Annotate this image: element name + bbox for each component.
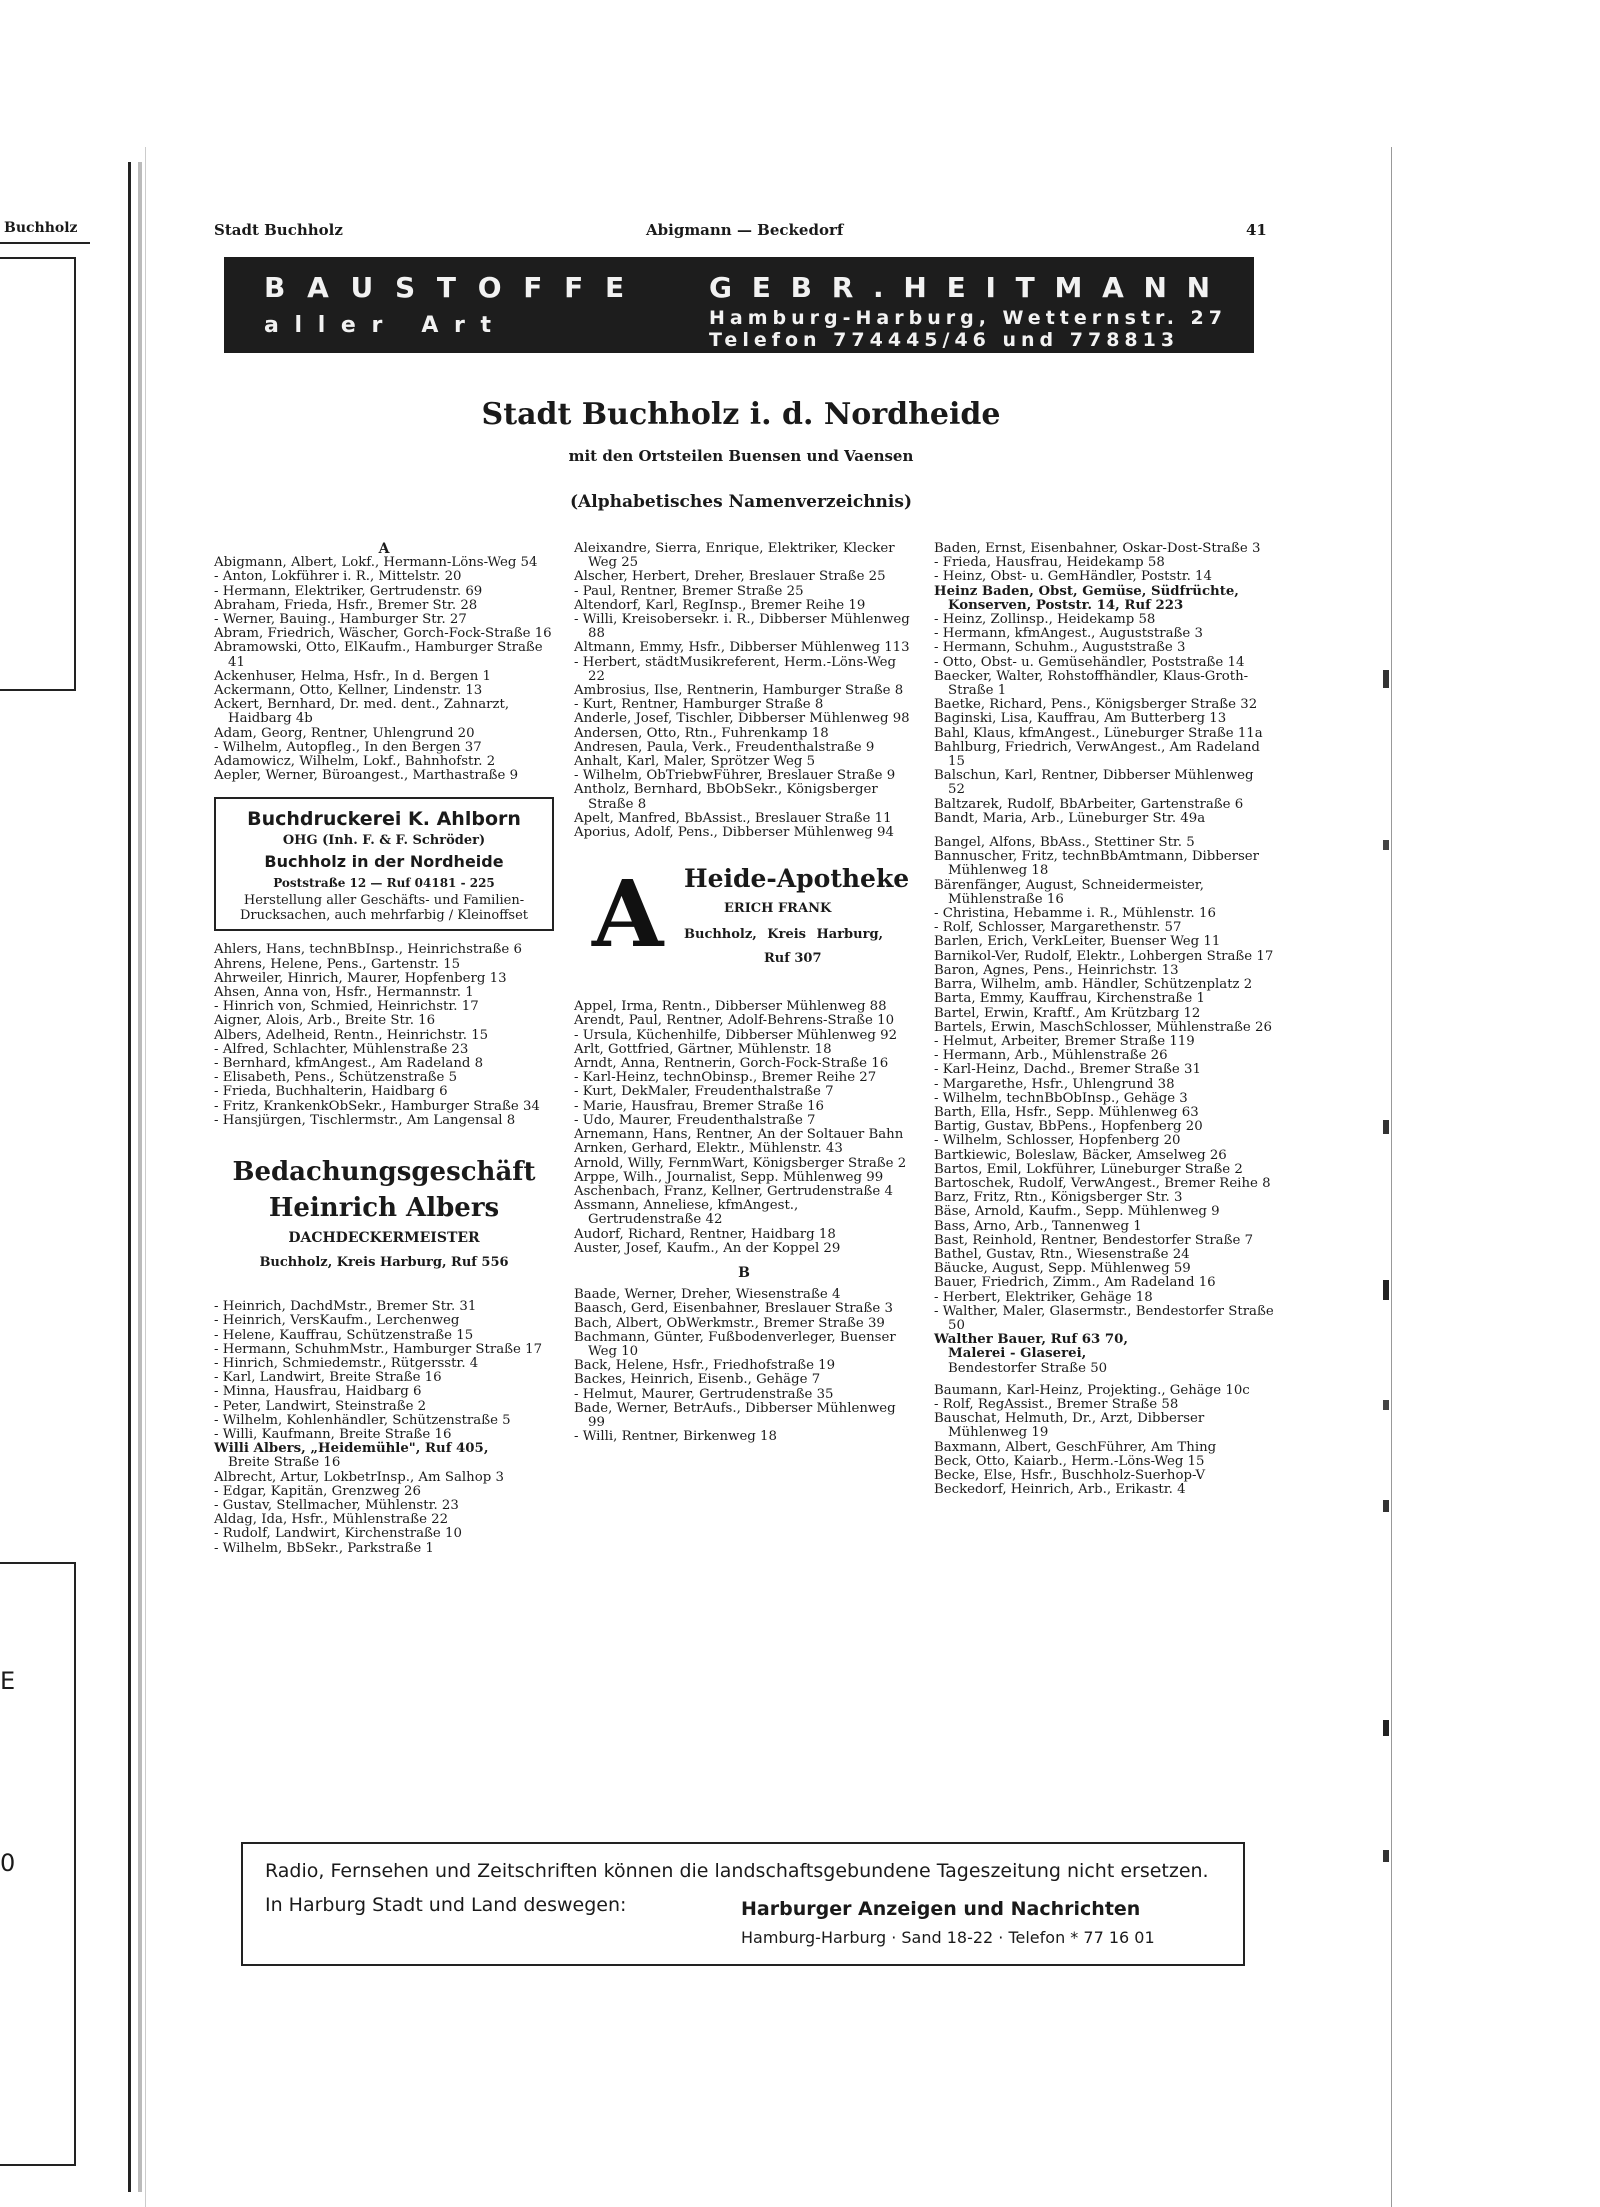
apotheke-place: Buchholz, Kreis Harburg, — [684, 927, 884, 943]
directory-entry: Arnken, Gerhard, Elektr., Mühlenstr. 43 — [574, 1141, 843, 1157]
directory-entry: Aleixandre, Sierra, Enrique, Elektriker, Klecker Weg 25 — [574, 541, 895, 571]
directory-entry: - Hermann, SchuhmMstr., Hamburger Straße 17 — [214, 1341, 543, 1357]
directory-entry: - Heinrich, DachdMstr., Bremer Str. 31 — [214, 1299, 477, 1315]
ad-ahlborn — [214, 797, 554, 931]
directory-entry: Bauer, Friedrich, Zimm., Am Radeland 16 — [934, 1275, 1216, 1291]
ad-ahlborn-place: Buchholz in der Nordheide — [264, 852, 504, 872]
directory-entry: Ahsen, Anna von, Hsfr., Hermannstr. 1 — [214, 985, 474, 1001]
directory-entry: - Walther, Maler, Glasermstr., Bendestorfer Straße 50 — [934, 1303, 1274, 1333]
directory-entry: Arlt, Gottfried, Gärtner, Mühlenstr. 18 — [574, 1041, 832, 1057]
left-page-box-1 — [0, 257, 76, 691]
directory-entry: - Willi, Rentner, Birkenweg 18 — [574, 1429, 777, 1445]
directory-entry: Balschun, Karl, Rentner, Dibberser Mühlenweg 52 — [934, 768, 1254, 798]
directory-entry: Ahlers, Hans, technBbInsp., Heinrichstraße 6 — [214, 942, 522, 958]
directory-entry: Ackert, Bernhard, Dr. med. dent., Zahnarzt, Haidbarg 4b — [214, 697, 510, 727]
directory-entry: Baginski, Lisa, Kauffrau, Am Butterberg 13 — [934, 711, 1227, 727]
directory-entry: Arnemann, Hans, Rentner, An der Soltauer Bahn — [574, 1127, 904, 1143]
directory-entry: - Paul, Rentner, Bremer Straße 25 — [574, 583, 804, 599]
col2-entries-c — [574, 1288, 914, 1444]
bottom-ad-line1: Radio, Fernsehen und Zeitschriften können die landschaftsgebundene Tageszeitung nicht ersetzen. — [265, 1860, 1209, 1882]
directory-entry: Altmann, Emmy, Hsfr., Dibberser Mühlenweg 113 — [574, 640, 910, 656]
page-edge-marks — [1380, 640, 1392, 1940]
directory-entry: Bartos, Emil, Lokführer, Lüneburger Straße 2 — [934, 1161, 1243, 1177]
directory-entry: Abramowski, Otto, ElKaufm., Hamburger Straße 41 — [214, 640, 543, 670]
apotheke-phone: Ruf 307 — [764, 951, 822, 967]
ad-albers-line2: Heinrich Albers — [268, 1193, 500, 1224]
directory-entry: Backes, Heinrich, Eisenb., Gehäge 7 — [574, 1372, 821, 1388]
left-page-edge — [0, 162, 131, 2192]
directory-entry: Bannuscher, Fritz, technBbAmtmann, Dibberser Mühlenweg 18 — [934, 849, 1260, 879]
entry-willi-albers-bold: Willi Albers, „Heidemühle", Ruf 405, — [214, 1441, 489, 1457]
ad-heide-apotheke — [574, 862, 914, 980]
directory-entry: Barta, Emmy, Kauffrau, Kirchenstraße 1 — [934, 991, 1205, 1007]
directory-entry: Beckedorf, Heinrich, Arb., Erikastr. 4 — [934, 1482, 1186, 1498]
directory-entry: Aporius, Adolf, Pens., Dibberser Mühlenweg 94 — [574, 825, 894, 841]
directory-entry: Arendt, Paul, Rentner, Adolf-Behrens-Straße 10 — [574, 1013, 895, 1029]
ad-albers-line3: DACHDECKERMEISTER — [288, 1230, 480, 1247]
entry-willi-albers-rest: Breite Straße 16 — [228, 1455, 341, 1471]
left-page-header: Buchholz — [4, 220, 78, 236]
directory-entry: Abraham, Frieda, Hsfr., Bremer Str. 28 — [214, 597, 478, 613]
banner-heitmann — [224, 257, 1254, 353]
banner-right-line2: Hamburg-Harburg, Wetternstr. 27 — [709, 307, 1227, 329]
directory-entry: Baron, Agnes, Pens., Heinrichstr. 13 — [934, 962, 1179, 978]
ad-albers-line1: Bedachungsgeschäft — [232, 1157, 536, 1188]
letter-heading-a: A — [378, 541, 390, 557]
ad-albers — [214, 1154, 554, 1276]
directory-entry: Baasch, Gerd, Eisenbahner, Breslauer Straße 3 — [574, 1301, 893, 1317]
directory-entry: - Marie, Hausfrau, Bremer Straße 16 — [574, 1098, 825, 1114]
directory-entry: - Alfred, Schlachter, Mühlenstraße 23 — [214, 1041, 469, 1057]
directory-entry: Bartkiewic, Boleslaw, Bäcker, Amselweg 26 — [934, 1147, 1227, 1163]
directory-entry: Barz, Fritz, Rtn., Königsberger Str. 3 — [934, 1190, 1183, 1206]
directory-entry: - Herbert, Elektriker, Gehäge 18 — [934, 1289, 1153, 1305]
directory-entry: Bäse, Arnold, Kaufm., Sepp. Mühlenweg 9 — [934, 1204, 1220, 1220]
col1-entries-d — [214, 1471, 554, 1556]
directory-entry: - Werner, Bauing., Hamburger Str. 27 — [214, 612, 467, 628]
col3-entries-b — [934, 613, 1274, 826]
entry-heinz-baden-bold: Heinz Baden, Obst, Gemüse, Südfrüchte, Konserven, Poststr. 14, Ruf 223 — [934, 583, 1239, 613]
directory-entry: Ackermann, Otto, Kellner, Lindenstr. 13 — [214, 683, 483, 699]
directory-entry: - Hermann, Arb., Mühlenstraße 26 — [934, 1048, 1168, 1064]
directory-entry: Beck, Otto, Kaiarb., Herm.-Löns-Weg 15 — [934, 1453, 1205, 1469]
directory-entry: Anhalt, Karl, Maler, Sprötzer Weg 5 — [574, 754, 816, 770]
col3-entries-c — [934, 836, 1274, 1333]
directory-entry: Baxmann, Albert, GeschFührer, Am Thing — [934, 1439, 1217, 1455]
directory-entry: Bangel, Alfons, BbAss., Stettiner Str. 5 — [934, 835, 1195, 851]
directory-entry: Baetke, Richard, Pens., Königsberger Straße 32 — [934, 697, 1258, 713]
directory-entry: - Hansjürgen, Tischlermstr., Am Langensal 8 — [214, 1112, 516, 1128]
banner-right-line1: G E B R . H E I T M A N N — [709, 271, 1216, 304]
directory-entry: Abigmann, Albert, Lokf., Hermann-Löns-Weg 54 — [214, 555, 538, 571]
directory-entry: Bäucke, August, Sepp. Mühlenweg 59 — [934, 1261, 1191, 1277]
page-number: 41 — [1246, 221, 1267, 239]
directory-entry: Bach, Albert, ObWerkmstr., Bremer Straße 39 — [574, 1315, 885, 1331]
directory-entry: - Rolf, RegAssist., Bremer Straße 58 — [934, 1396, 1179, 1412]
directory-entry: Auster, Josef, Kaufm., An der Koppel 29 — [574, 1240, 841, 1256]
directory-entry: - Bernhard, kfmAngest., Am Radeland 8 — [214, 1056, 484, 1072]
directory-entry: Barth, Ella, Hsfr., Sepp. Mühlenweg 63 — [934, 1104, 1199, 1120]
directory-entry: - Willi, Kaufmann, Breite Straße 16 — [214, 1426, 452, 1442]
ad-harburger-anzeigen — [241, 1842, 1245, 1966]
directory-entry: - Hinrich, Schmiedemstr., Rütgersstr. 4 — [214, 1355, 479, 1371]
directory-entry: - Hermann, Schuhm., Auguststraße 3 — [934, 640, 1186, 656]
col2-entries-a — [574, 542, 914, 840]
directory-entry: Back, Helene, Hsfr., Friedhofstraße 19 — [574, 1358, 836, 1374]
directory-entry: - Wilhelm, Schlosser, Hopfenberg 20 — [934, 1133, 1181, 1149]
col2-entries-b — [574, 1000, 914, 1256]
col1-entries-b — [214, 943, 554, 1128]
directory-entry: - Anton, Lokführer i. R., Mittelstr. 20 — [214, 569, 462, 585]
directory-entry: - Otto, Obst- u. Gemüsehändler, Poststraße 14 — [934, 654, 1245, 670]
section-title: (Alphabetisches Namenverzeichnis) — [570, 492, 912, 512]
directory-entry: Bartels, Erwin, MaschSchlosser, Mühlenstraße 26 — [934, 1019, 1272, 1035]
directory-entry: - Elisabeth, Pens., Schützenstraße 5 — [214, 1070, 458, 1086]
apotheke-logo-icon: A — [592, 860, 664, 969]
ad-ahlborn-name: Buchdruckerei K. Ahlborn — [247, 808, 521, 831]
directory-entry: - Wilhelm, ObTriebwFührer, Breslauer Straße 9 — [574, 768, 896, 784]
directory-entry: Ahrweiler, Hinrich, Maurer, Hopfenberg 13 — [214, 970, 507, 986]
directory-entry: - Frieda, Buchhalterin, Haidbarg 6 — [214, 1084, 448, 1100]
directory-entry: Bauschat, Helmuth, Dr., Arzt, Dibberser Mühlenweg 19 — [934, 1411, 1205, 1441]
column-1 — [214, 542, 554, 1556]
directory-entry: - Helmut, Arbeiter, Bremer Straße 119 — [934, 1033, 1195, 1049]
left-page-rule — [0, 242, 90, 244]
column-2 — [574, 542, 914, 1444]
directory-entry: - Kurt, DekMaler, Freudenthalstraße 7 — [574, 1084, 834, 1100]
directory-entry: - Helene, Kauffrau, Schützenstraße 15 — [214, 1327, 474, 1343]
directory-entry: Assmann, Anneliese, kfmAngest., Gertrudenstraße 42 — [574, 1198, 799, 1228]
directory-entry: Baade, Werner, Dreher, Wiesenstraße 4 — [574, 1287, 841, 1303]
directory-entry: - Karl-Heinz, technObinsp., Bremer Reihe 27 — [574, 1070, 877, 1086]
directory-entry: Barra, Wilhelm, amb. Händler, Schützenplatz 2 — [934, 977, 1253, 993]
directory-entry: Ackenhuser, Helma, Hsfr., In d. Bergen 1 — [214, 668, 491, 684]
directory-entry: - Wilhelm, technBbObInsp., Gehäge 3 — [934, 1090, 1188, 1106]
directory-entry: - Karl, Landwirt, Breite Straße 16 — [214, 1370, 442, 1386]
directory-entry: Ahrens, Helene, Pens., Gartenstr. 15 — [214, 956, 461, 972]
ad-ahlborn-description: Herstellung aller Geschäfts- und Familien-Drucksachen, auch mehrfarbig / Kleinoffset — [239, 893, 529, 924]
directory-entry: - Wilhelm, BbSekr., Parkstraße 1 — [214, 1540, 434, 1556]
directory-entry: - Rolf, Schlosser, Margarethenstr. 57 — [934, 920, 1182, 936]
directory-entry: - Frieda, Hausfrau, Heidekamp 58 — [934, 555, 1165, 571]
directory-entry: - Hermann, kfmAngest., Auguststraße 3 — [934, 626, 1203, 642]
bottom-ad-address: Hamburg-Harburg · Sand 18-22 · Telefon * 77 16 01 — [741, 1928, 1155, 1947]
directory-entry: Audorf, Richard, Rentner, Haidbarg 18 — [574, 1226, 836, 1242]
directory-entry: Aldag, Ida, Hsfr., Mühlenstraße 22 — [214, 1512, 449, 1528]
directory-entry: - Fritz, KrankenkObSekr., Hamburger Straße 34 — [214, 1098, 540, 1114]
directory-entry: Adamowicz, Wilhelm, Lokf., Bahnhofstr. 2 — [214, 754, 496, 770]
directory-entry: Arppe, Wilh., Journalist, Sepp. Mühlenweg 99 — [574, 1169, 884, 1185]
ad-albers-line4: Buchholz, Kreis Harburg, Ruf 556 — [259, 1255, 509, 1271]
col3-entries-d — [934, 1384, 1274, 1498]
entry-walther-bauer-bold2: Malerei - Glaserei, — [948, 1346, 1087, 1362]
directory-entry: - Willi, Kreisobersekr. i. R., Dibberser Mühlenweg 88 — [574, 612, 910, 642]
directory-entry: - Rudolf, Landwirt, Kirchenstraße 10 — [214, 1526, 462, 1542]
entry-walther-bauer-rest: Bendestorfer Straße 50 — [948, 1360, 1108, 1376]
directory-entry: Bartel, Erwin, Kraftf., Am Krützbarg 12 — [934, 1005, 1201, 1021]
edge-marks-svg — [1380, 640, 1392, 1940]
directory-entry: Adam, Georg, Rentner, Uhlengrund 20 — [214, 725, 475, 741]
col1-entries-c — [214, 1300, 554, 1442]
directory-entry: - Udo, Maurer, Freudenthalstraße 7 — [574, 1112, 816, 1128]
directory-entry: - Heinrich, VersKaufm., Lerchenweg — [214, 1313, 460, 1329]
directory-entry: Becke, Else, Hsfr., Buschholz-Suerhop-V — [934, 1468, 1206, 1483]
directory-entry: Bathel, Gustav, Rtn., Wiesenstraße 24 — [934, 1246, 1190, 1262]
directory-entry: Bahlburg, Friedrich, VerwAngest., Am Radeland 15 — [934, 739, 1260, 770]
directory-entry: Bade, Werner, BetrAufs., Dibberser Mühlenweg 99 — [574, 1400, 896, 1430]
left-page-char-e: E — [0, 1667, 16, 1695]
directory-entry: Anderle, Josef, Tischler, Dibberser Mühlenweg 98 — [574, 711, 910, 727]
directory-entry: Andersen, Otto, Rtn., Fuhrenkamp 18 — [574, 725, 829, 741]
directory-entry: - Helmut, Maurer, Gertrudenstraße 35 — [574, 1386, 834, 1402]
directory-entry: Barnikol-Ver, Rudolf, Elektr., Lohbergen Straße 17 — [934, 948, 1274, 964]
ad-ahlborn-owner: OHG (Inh. F. & F. Schröder) — [282, 833, 486, 849]
directory-page — [145, 147, 1392, 2207]
directory-entry: Bass, Arno, Arb., Tannenweg 1 — [934, 1218, 1142, 1234]
column-3 — [934, 542, 1274, 1497]
directory-entry: Appel, Irma, Rentn., Dibberser Mühlenweg 88 — [574, 999, 887, 1015]
directory-entry: - Gustav, Stellmacher, Mühlenstr. 23 — [214, 1497, 459, 1513]
ad-ahlborn-address: Poststraße 12 — Ruf 04181 - 225 — [273, 876, 495, 891]
directory-entry: - Kurt, Rentner, Hamburger Straße 8 — [574, 697, 824, 713]
directory-entry: - Herbert, städtMusikreferent, Herm.-Löns-Weg 22 — [574, 654, 897, 684]
apotheke-owner: ERICH FRANK — [724, 901, 832, 917]
directory-entry: Baecker, Walter, Rohstoffhändler, Klaus-Groth-Straße 1 — [934, 668, 1249, 699]
directory-entry: Altendorf, Karl, RegInsp., Bremer Reihe 19 — [574, 597, 866, 613]
banner-left-line2: a l l e r A r t — [264, 313, 496, 338]
directory-entry: Aschenbach, Franz, Kellner, Gertrudenstraße 4 — [574, 1183, 893, 1199]
directory-entry: Albrecht, Artur, LokbetrInsp., Am Salhop 3 — [214, 1469, 504, 1485]
directory-entry: Alscher, Herbert, Dreher, Breslauer Straße 25 — [574, 569, 886, 585]
directory-entry: - Peter, Landwirt, Steinstraße 2 — [214, 1398, 427, 1414]
directory-entry: - Hinrich von, Schmied, Heinrichstr. 17 — [214, 999, 479, 1015]
directory-entry: Bärenfänger, August, Schneidermeister, Mühlenstraße 16 — [934, 877, 1204, 907]
left-page-char-0: 0 — [0, 1849, 16, 1877]
directory-entry: Apelt, Manfred, BbAssist., Breslauer Straße 11 — [574, 810, 892, 826]
directory-entry: Bartoschek, Rudolf, VerwAngest., Bremer Reihe 8 — [934, 1175, 1271, 1191]
directory-entry: - Margarethe, Hsfr., Uhlengrund 38 — [934, 1076, 1175, 1092]
directory-entry: Bahl, Klaus, kfmAngest., Lüneburger Straße 11a — [934, 725, 1263, 741]
directory-entry: Bandt, Maria, Arb., Lüneburger Str. 49a — [934, 810, 1206, 826]
bottom-ad-line2: In Harburg Stadt und Land deswegen: — [265, 1894, 627, 1916]
directory-entry: - Wilhelm, Kohlenhändler, Schützenstraße 5 — [214, 1412, 511, 1428]
running-head-left: Stadt Buchholz — [214, 221, 343, 239]
directory-entry: Barlen, Erich, VerkLeiter, Buenser Weg 11 — [934, 934, 1221, 950]
apotheke-name: Heide-Apotheke — [684, 864, 910, 894]
directory-entry: Ambrosius, Ilse, Rentnerin, Hamburger Straße 8 — [574, 683, 904, 699]
directory-entry: Aepler, Werner, Büroangest., Marthastraße 9 — [214, 768, 519, 784]
page-subtitle: mit den Ortsteilen Buensen und Vaensen — [568, 447, 914, 465]
directory-entry: - Ursula, Küchenhilfe, Dibberser Mühlenweg 92 — [574, 1027, 898, 1043]
directory-entry: Abram, Friedrich, Wäscher, Gorch-Fock-Straße 16 — [214, 626, 552, 642]
directory-entry: Arnold, Willy, FernmWart, Königsberger Straße 2 — [574, 1155, 907, 1171]
entry-walther-bauer-bold1: Walther Bauer, Ruf 63 70, — [934, 1332, 1128, 1348]
directory-entry: Baltzarek, Rudolf, BbArbeiter, Gartenstraße 6 — [934, 796, 1244, 812]
directory-entry: Bartig, Gustav, BbPens., Hopfenberg 20 — [934, 1119, 1203, 1135]
book-spine — [138, 162, 142, 2192]
running-head-center: Abigmann — Beckedorf — [646, 221, 844, 239]
col3-entries-a — [934, 542, 1274, 585]
directory-entry: Bachmann, Günter, Fußbodenverleger, Buenser Weg 10 — [574, 1329, 896, 1359]
directory-entry: - Christina, Hebamme i. R., Mühlenstr. 16 — [934, 906, 1216, 922]
directory-entry: Baumann, Karl-Heinz, Projekting., Gehäge 10c — [934, 1382, 1250, 1398]
directory-entry: - Edgar, Kapitän, Grenzweg 26 — [214, 1483, 421, 1499]
directory-entry: - Hermann, Elektriker, Gertrudenstr. 69 — [214, 583, 483, 599]
directory-entry: - Heinz, Obst- u. GemHändler, Poststr. 14 — [934, 569, 1212, 585]
directory-entry: - Heinz, Zollinsp., Heidekamp 58 — [934, 612, 1156, 628]
directory-entry: Bast, Reinhold, Rentner, Bendestorfer Straße 7 — [934, 1232, 1254, 1248]
banner-left-line1: B A U S T O F F E — [264, 271, 631, 304]
directory-entry: - Minna, Hausfrau, Haidbarg 6 — [214, 1384, 422, 1400]
directory-entry: - Karl-Heinz, Dachd., Bremer Straße 31 — [934, 1062, 1201, 1078]
letter-heading-b: B — [738, 1264, 750, 1281]
banner-right-line3: Telefon 774445/46 und 778813 — [709, 329, 1180, 351]
directory-entry: Antholz, Bernhard, BbObSekr., Königsberger Straße 8 — [574, 782, 878, 812]
page-title: Stadt Buchholz i. d. Nordheide — [481, 397, 1001, 432]
directory-entry: Andresen, Paula, Verk., Freudenthalstraße 9 — [574, 739, 875, 755]
directory-entry: Arndt, Anna, Rentnerin, Gorch-Fock-Straße 16 — [574, 1056, 889, 1072]
col1-entries-a — [214, 556, 554, 783]
directory-entry: - Wilhelm, Autopfleg., In den Bergen 37 — [214, 739, 482, 755]
bottom-ad-name: Harburger Anzeigen und Nachrichten — [741, 1898, 1141, 1920]
directory-entry: Aigner, Alois, Arb., Breite Str. 16 — [214, 1013, 436, 1029]
directory-entry: Albers, Adelheid, Rentn., Heinrichstr. 15 — [214, 1027, 489, 1043]
directory-entry: Baden, Ernst, Eisenbahner, Oskar-Dost-Straße 3 — [934, 541, 1261, 556]
